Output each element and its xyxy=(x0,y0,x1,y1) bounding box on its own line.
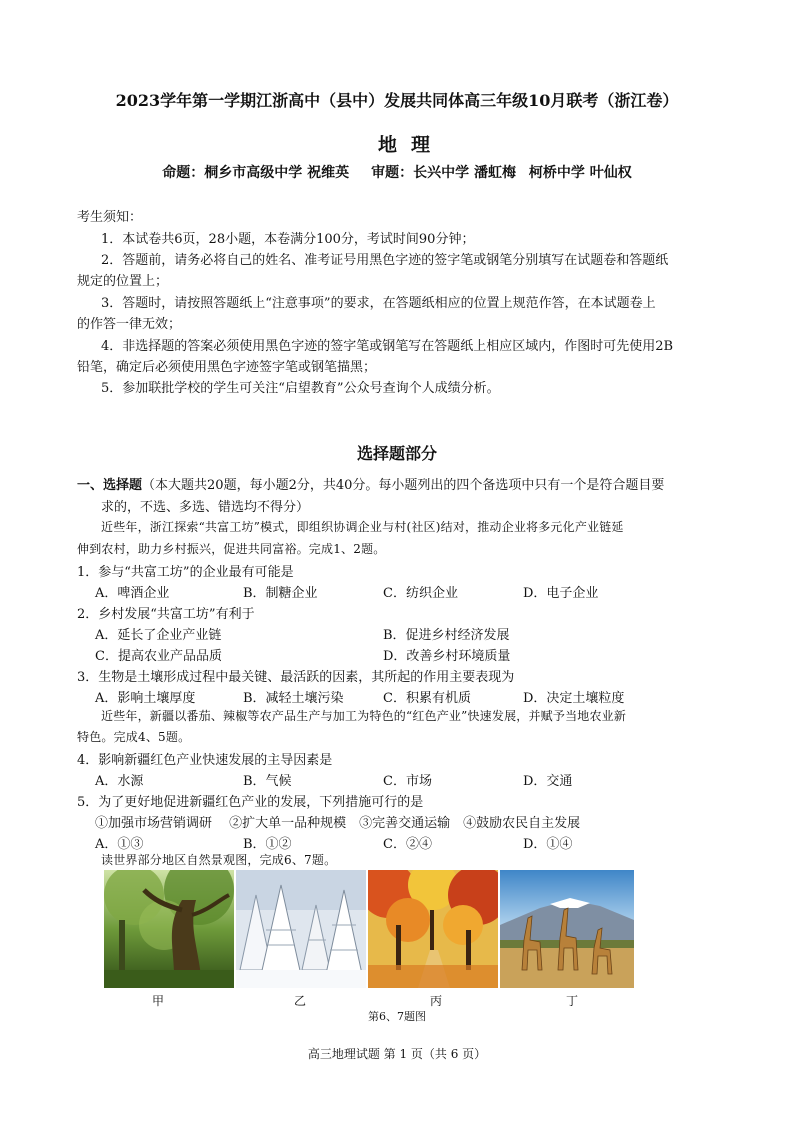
notice-heading: 考生须知： xyxy=(77,210,143,225)
section-instructions: （本大题共20题，每小题2分，共40分。每小题列出的四个备选项中只有一个是符合题目要 xyxy=(142,478,665,493)
material-2-line-2: 特色。完成4、5题。 xyxy=(77,730,191,744)
caption-jia: 甲 xyxy=(152,994,165,1008)
question-1-option-c: C．纺织企业 xyxy=(383,586,458,601)
material-3: 读世界部分地区自然景观图，完成6、7题。 xyxy=(101,853,337,867)
notice-item-2-cont: 规定的位置上； xyxy=(77,274,169,289)
question-5-option-b: B．①② xyxy=(243,837,292,852)
question-4-option-b: B．气候 xyxy=(243,774,292,789)
caption-ding: 丁 xyxy=(566,994,579,1008)
section-title: 选择题部分 xyxy=(356,444,437,463)
question-3-option-a: A．影响土壤厚度 xyxy=(95,691,196,706)
question-1-stem: 1．参与“共富工坊”的企业最有可能是 xyxy=(77,565,294,580)
notice-item-4-cont: 铅笔，确定后必须使用黑色字迹签字笔或钢笔描黑； xyxy=(77,360,377,375)
notice-item-5: 5．参加联批学校的学生可关注“启望教育”公众号查询个人成绩分析。 xyxy=(101,381,500,396)
question-2-option-a: A．延长了企业产业链 xyxy=(95,628,222,643)
question-2-option-d: D．改善乡村环境质量 xyxy=(383,649,511,664)
question-2-option-c: C．提高农业产品品质 xyxy=(95,649,222,664)
section-number: 一、 xyxy=(77,478,104,493)
caption-yi: 乙 xyxy=(294,994,307,1008)
savanna-giraffe-photo xyxy=(500,870,634,988)
notice-item-4: 4．非选择题的答案必须使用黑色字迹的签字笔或钢笔写在答题纸上相应区域内，作图时可先使用2B xyxy=(101,339,674,354)
question-4-option-a: A．水源 xyxy=(95,774,144,789)
question-3-stem: 3．生物是土壤形成过程中最关键、最活跃的因素，其所起的作用主要表现为 xyxy=(77,670,515,685)
notice-item-1: 1．本试卷共6页，28小题，本卷满分100分，考试时间90分钟； xyxy=(101,232,475,247)
material-1-line-2: 伸到农村，助力乡村振兴，促进共同富裕。完成1、2题。 xyxy=(77,542,386,556)
snowy-forest-photo xyxy=(236,870,366,988)
question-4-option-c: C．市场 xyxy=(383,774,432,789)
question-5-option-c: C．②④ xyxy=(383,837,432,852)
material-1-line-1: 近些年，浙江探索“共富工坊”模式，即组织协调企业与村(社区)结对，推动企业将多元化产业链延 xyxy=(101,520,624,534)
page-footer: 高三地理试题 第 1 页（共 6 页） xyxy=(307,1047,487,1061)
author-setter: 命题：桐乡市高级中学 祝维英 xyxy=(162,165,350,181)
question-3-option-b: B．减轻土壤污染 xyxy=(243,691,344,706)
question-3-option-d: D．决定土壤粒度 xyxy=(523,691,625,706)
landscape-figure xyxy=(104,870,634,988)
material-2-line-1: 近些年，新疆以番茄、辣椒等农产品生产与加工为特色的“红色产业”快速发展，并赋予当地农业新 xyxy=(101,709,627,723)
question-3-option-c: C．积累有机质 xyxy=(383,691,471,706)
figure-caption: 第6、7题图 xyxy=(368,1010,426,1023)
question-5-stem: 5．为了更好地促进新疆红色产业的发展，下列措施可行的是 xyxy=(77,795,424,810)
caption-bing: 丙 xyxy=(430,994,443,1008)
subject-title: 地理 xyxy=(377,134,444,156)
question-2-stem: 2．乡村发展“共富工坊”有利于 xyxy=(77,607,255,622)
authors-line xyxy=(0,162,794,182)
question-5-option-d: D．①④ xyxy=(523,837,573,852)
author-reviewer-2: 柯桥中学 叶仙权 xyxy=(528,165,632,181)
question-1-option-d: D．电子企业 xyxy=(523,586,599,601)
question-4-option-d: D．交通 xyxy=(523,774,573,789)
notice-item-3-cont: 的作答一律无效； xyxy=(77,317,182,332)
section-label: 选择题 xyxy=(103,478,143,493)
question-4-stem: 4．影响新疆红色产业快速发展的主导因素是 xyxy=(77,753,333,768)
rainforest-photo xyxy=(104,870,234,988)
notice-item-2: 2．答题前，请务必将自己的姓名、准考证号用黑色字迹的签字笔或钢笔分别填写在试题卷和答题纸 xyxy=(101,253,669,268)
autumn-forest-photo xyxy=(368,870,498,988)
question-2-option-b: B．促进乡村经济发展 xyxy=(383,628,510,643)
section-instructions-cont: 求的，不选、多选、错选均不得分） xyxy=(101,500,310,515)
notice-item-3: 3．答题时，请按照答题纸上“注意事项”的要求，在答题纸相应的位置上规范作答，在本试题卷上 xyxy=(101,296,656,311)
question-1-option-b: B．制糖企业 xyxy=(243,586,318,601)
question-5-items: ①加强市场营销调研 ②扩大单一品种规模 ③完善交通运输 ④鼓励农民自主发展 xyxy=(95,816,581,831)
exam-title: 2023学年第一学期江浙高中（县中）发展共同体高三年级10月联考（浙江卷） xyxy=(115,91,679,110)
question-1-option-a: A．啤酒企业 xyxy=(95,586,170,601)
question-5-option-a: A．①③ xyxy=(95,837,144,852)
author-reviewer-1: 审题：长兴中学 潘虹梅 xyxy=(371,165,516,181)
question-section-heading xyxy=(77,474,664,493)
